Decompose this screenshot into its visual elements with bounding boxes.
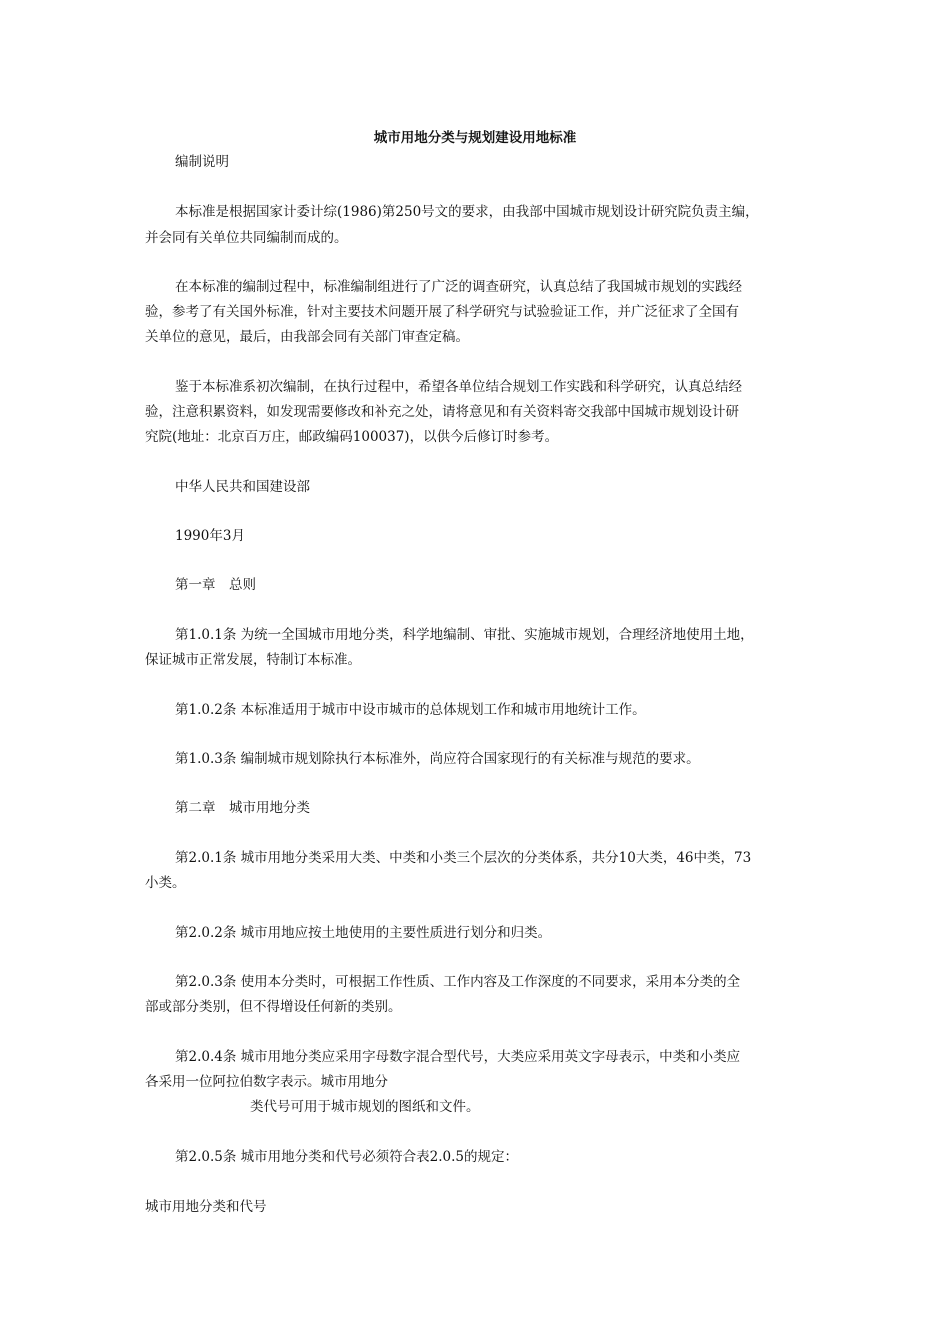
issuer-line: 中华人民共和国建设部: [175, 479, 310, 495]
article-line: 第1.0.1条 为统一全国城市用地分类，科学地编制、审批、实施城市规划，合理经济地使用土地，: [175, 627, 754, 643]
article-line: 类代号可用于城市规划的图纸和文件。: [250, 1099, 480, 1115]
paragraph-line: 在本标准的编制过程中，标准编制组进行了广泛的调查研究，认真总结了我国城市规划的实践经: [175, 279, 742, 295]
article-line: 第2.0.1条 城市用地分类采用大类、中类和小类三个层次的分类体系，共分10大类，46中类，73: [175, 850, 752, 866]
section-heading-preface: 编制说明: [175, 154, 229, 170]
article-line: 第2.0.4条 城市用地分类应采用字母数字混合型代号，大类应采用英文字母表示，中类和小类应: [175, 1049, 741, 1065]
paragraph-line: 并会同有关单位共同编制而成的。: [145, 230, 348, 246]
paragraph-line: 究院(地址：北京百万庄，邮政编码100037)，以供今后修订时参考。: [145, 429, 559, 445]
document-title: 城市用地分类与规划建设用地标准: [373, 130, 577, 146]
paragraph-line: 验，注意积累资料，如发现需要修改和补充之处，请将意见和有关资料寄交我部中国城市规划设计研: [145, 404, 739, 420]
chapter-heading: 第二章 城市用地分类: [175, 800, 310, 816]
article-line: 小类。: [145, 875, 186, 891]
article-line: 第1.0.3条 编制城市规划除执行本标准外，尚应符合国家现行的有关标准与规范的要求。: [175, 751, 700, 767]
table-caption: 城市用地分类和代号: [145, 1199, 267, 1215]
paragraph-line: 鉴于本标准系初次编制，在执行过程中，希望各单位结合规划工作实践和科学研究，认真总结经: [175, 379, 742, 395]
article-line: 部或部分类别，但不得增设任何新的类别。: [145, 999, 402, 1015]
article-line: 保证城市正常发展，特制订本标准。: [145, 652, 361, 668]
article-line: 各采用一位阿拉伯数字表示。城市用地分: [145, 1074, 388, 1090]
paragraph-line: 本标准是根据国家计委计综(1986)第250号文的要求，由我部中国城市规划设计研究院负责主编，: [175, 204, 759, 220]
date-line: 1990年3月: [175, 528, 245, 544]
article-line: 第1.0.2条 本标准适用于城市中设市城市的总体规划工作和城市用地统计工作。: [175, 702, 646, 718]
paragraph-line: 关单位的意见，最后，由我部会同有关部门审查定稿。: [145, 329, 469, 345]
article-line: 第2.0.5条 城市用地分类和代号必须符合表2.0.5的规定：: [175, 1149, 518, 1165]
article-line: 第2.0.2条 城市用地应按土地使用的主要性质进行划分和归类。: [175, 925, 552, 941]
article-line: 第2.0.3条 使用本分类时，可根据工作性质、工作内容及工作深度的不同要求，采用本分类的全: [175, 974, 741, 990]
paragraph-line: 验，参考了有关国外标准，针对主要技术问题开展了科学研究与试验验证工作，并广泛征求了全国有: [145, 304, 739, 320]
chapter-heading: 第一章 总则: [175, 577, 256, 593]
